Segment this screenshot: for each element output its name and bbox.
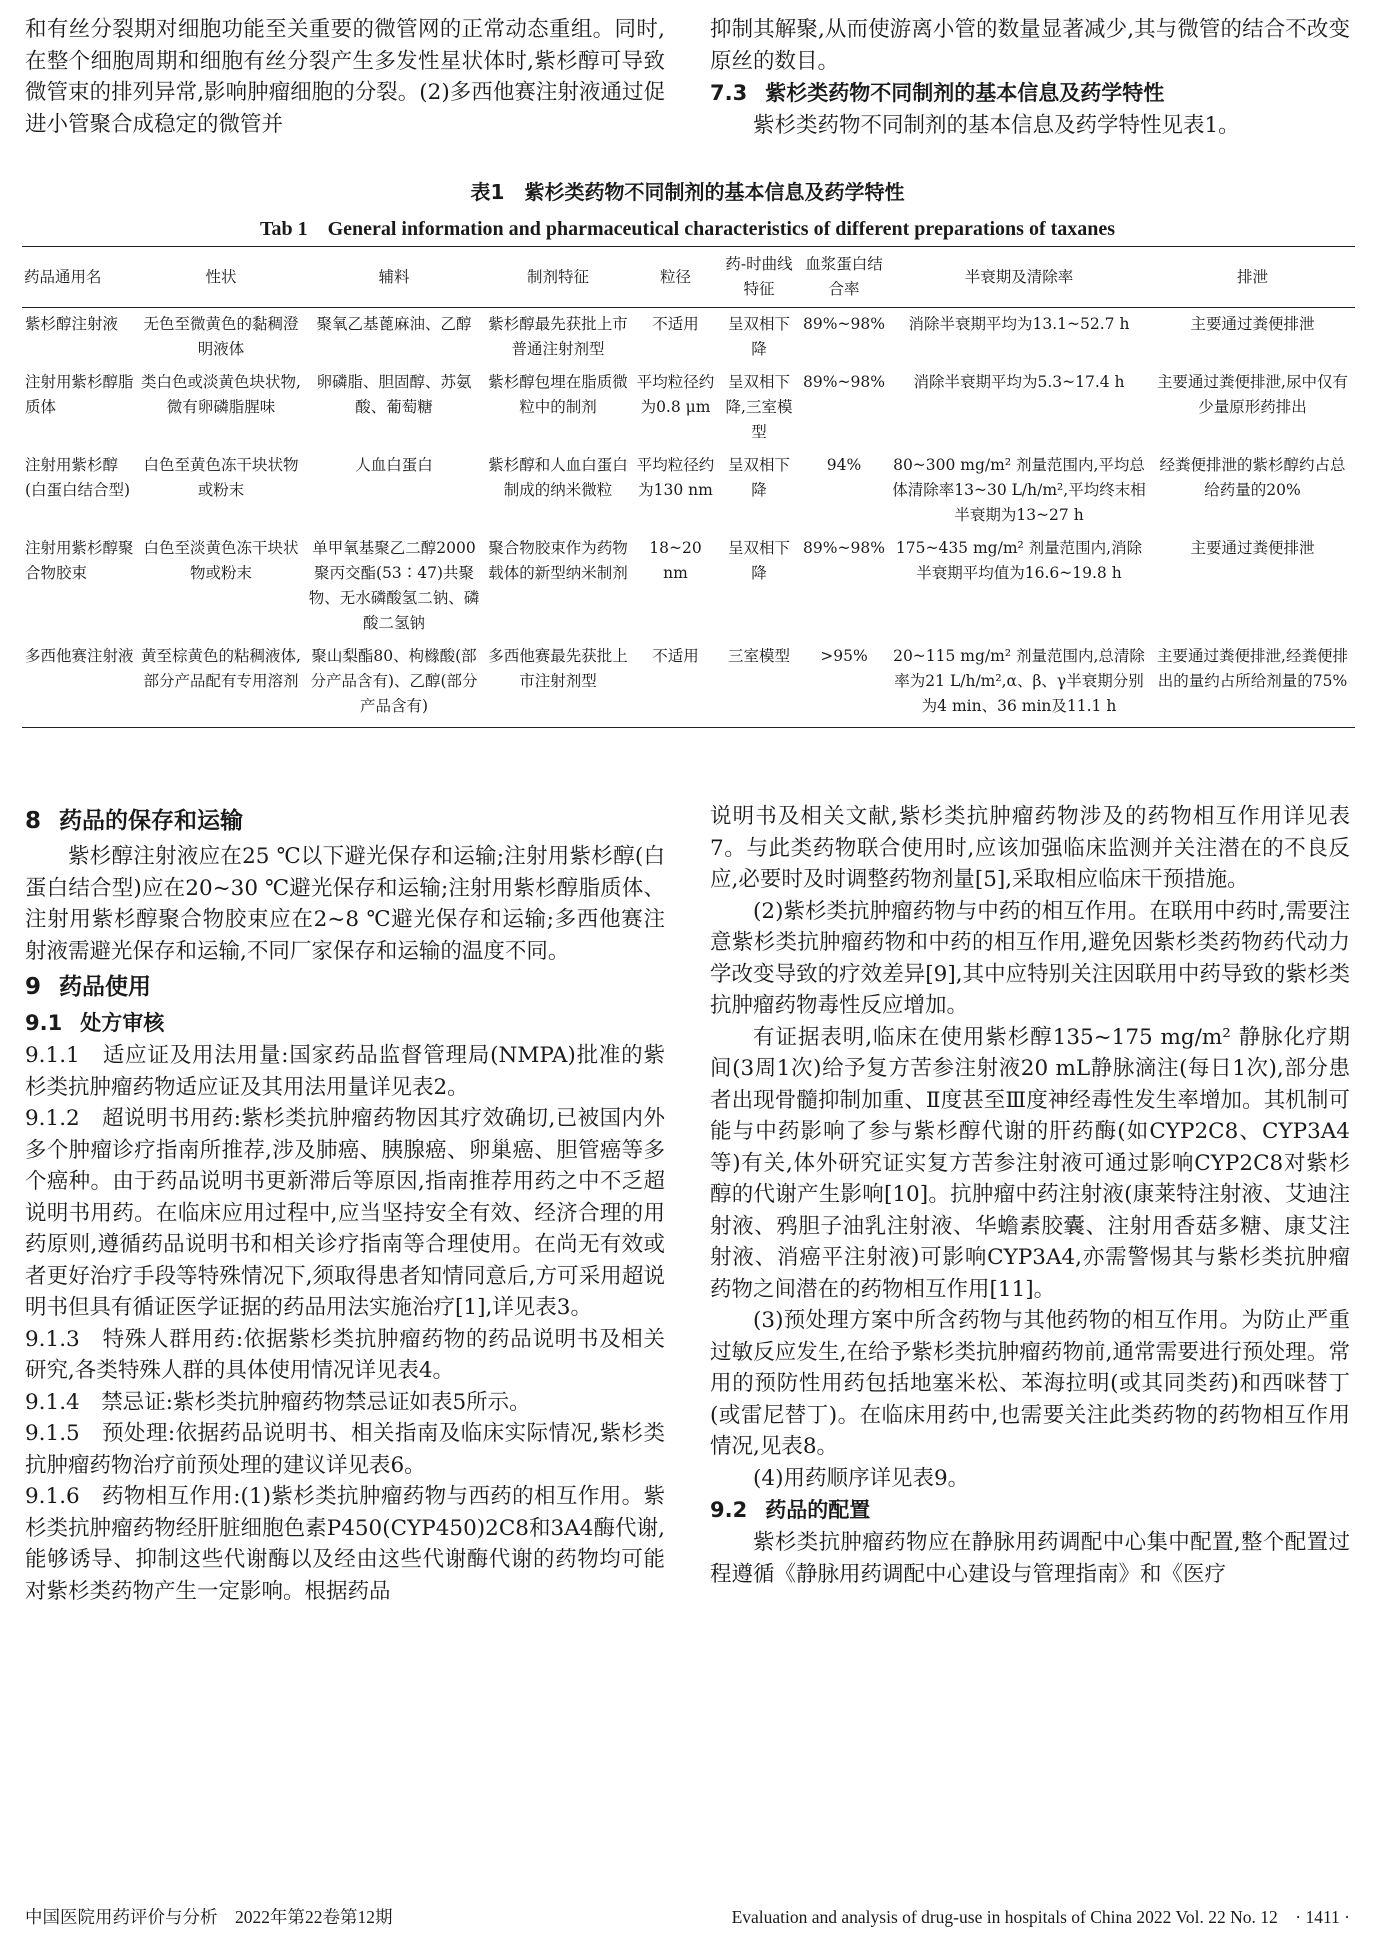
table-cell: 89%~98% [803,373,885,391]
table-cell: 主要通过粪便排泄,经粪便排出的量约占所给剂量的75% [1150,640,1355,728]
body-paragraph: 和有丝分裂期对细胞功能至关重要的微管网的正常动态重组。同时,在整个细胞周期和细胞有丝分裂产生多发性星状体时,紫杉醇可导致微管束的排列异常,影响肿瘤细胞的分裂。(2)多西他赛注射液通过促进小管聚合成稳定的微管并 [25,17,665,137]
column-header: 药品通用名 [22,247,137,308]
table-cell: 94% [826,456,862,474]
body-paragraph: (2)紫杉类抗肿瘤药物与中药的相互作用。在联用中药时,需要注意紫杉类抗肿瘤药物和中药的相互作用,避免因紫杉类药物药代动力学改变导致的疗效差异[9],其中应特别关注因联用中药导致的紫杉类抗肿瘤药物毒性反应增加。 [710,898,1350,1018]
body-paragraph: 抑制其解聚,从而使游离小管的数量显著减少,其与微管的结合不改变原丝的数目。 [710,17,1350,74]
table-cell: 三室模型 [718,640,800,728]
table-cell: 聚山梨酯80、枸橼酸(部分产品含有)、乙醇(部分产品含有) [305,640,483,728]
section-title: 处方审核 [80,1011,165,1035]
body-paragraph: (3)预处理方案中所含药物与其他药物的相互作用。为防止严重过敏反应发生,在给予紫杉类抗肿瘤药物前,通常需要进行预处理。常用的预防性用药包括地塞米松、苯海拉明(或其同类药)和西咪替丁(或雷尼替丁)。在临床用药中,也需要关注此类药物的药物相互作用情况,见表8。 [710,1308,1350,1459]
section-title: 药品使用 [59,974,152,1000]
table-cell: 呈双相下降 [727,539,790,582]
table-cell: 注射用紫杉醇聚合物胶束 [25,539,134,582]
section-heading-9 [25,969,665,1005]
table-cell: 紫杉醇和人血白蛋白制成的纳米微粒 [488,456,628,499]
column-header: 性状 [137,247,305,308]
table-cell: 多西他赛最先获批上市注射剂型 [483,640,633,728]
table-cell: 注射用紫杉醇(白蛋白结合型) [25,456,131,499]
table-cell: 平均粒径约为0.8 μm [636,373,715,416]
table-cell: 呈双相下降,三室模型 [725,373,793,441]
table-cell: 紫杉醇最先获批上市普通注射剂型 [488,315,628,358]
table-caption-cn: 表1 紫杉类药物不同制剂的基本信息及药学特性 [470,180,905,204]
table-row [22,532,1355,640]
body-paragraph: 9.1.5 预处理:依据药品说明书、相关指南及临床实际情况,紫杉类抗肿瘤药物治疗前预处理的建议详见表6。 [25,1421,665,1478]
section-heading-9-1 [25,1007,665,1040]
column-header: 半衰期及清除率 [888,247,1150,308]
section-number: 8 [25,808,42,834]
table-cell: 18~20 nm [649,539,702,582]
table-row [22,308,1355,367]
table-cell: 经粪便排泄的紫杉醇约占总给药量的20% [1159,456,1346,499]
table-cell: 主要通过粪便排泄 [1190,539,1315,557]
table-cell: 89%~98% [803,315,885,333]
column-header: 血浆蛋白结合率 [800,247,888,308]
body-paragraph: 有证据表明,临床在使用紫杉醇135~175 mg/m² 静脉化疗期间(3周1次)给予复方苦参注射液20 mL静脉滴注(每日1次),部分患者出现骨髓抑制加重、Ⅱ度甚至Ⅲ度神经毒性发生率增加。其机制可能与中药影响了参与紫杉醇代谢的肝药酶(如CYP2C8、CYP3A4等)有关,体外研究证实复方苦参注射液可通过影响CYP2C8对紫杉醇的代谢产生影响[10]。抗肿瘤中药注射液(康莱特注射液、艾迪注射液、鸦胆子油乳注射液、华蟾素胶囊、注射用香菇多糖、康艾注射液、消癌平注射液)可影响CYP3A4,亦需警惕其与紫杉类抗肿瘤药物之间潜在的药物相互作用[11]。 [710,1024,1350,1302]
section-heading-7-3 [710,77,1350,110]
table-cell: 紫杉醇包埋在脂质微粒中的制剂 [488,373,628,416]
table-cell: 单甲氧基聚乙二醇2000聚丙交酯(53∶47)共聚物、无水磷酸氢二钠、磷酸二氢钠 [308,539,480,632]
body-paragraph: 9.1.6 药物相互作用:(1)紫杉类抗肿瘤药物与西药的相互作用。紫杉类抗肿瘤药物经肝脏细胞色素P450(CYP450)2C8和3A4酶代谢,能够诱导、抑制这些代谢酶以及经由这些代谢酶代谢的药物均可能对紫杉类药物产生一定影响。根据药品 [25,1484,665,1604]
table-cell: 紫杉醇注射液 [25,315,119,333]
body-paragraph: 紫杉醇注射液应在25 ℃以下避光保存和运输;注射用紫杉醇(白蛋白结合型)应在20~30 ℃避光保存和运输;注射用紫杉醇脂质体、注射用紫杉醇聚合物胶束应在2~8 ℃避光保存和运输;多西他赛注射液需避光保存和运输,不同厂家保存和运输的温度不同。 [25,844,665,964]
table-cell: 多西他赛注射液 [22,640,137,728]
column-header: 粒径 [633,247,718,308]
table-cell: 不适用 [652,315,699,333]
section-title: 药品的配置 [765,1498,871,1522]
table-cell: 不适用 [633,640,718,728]
column-header: 排泄 [1150,247,1355,308]
table-cell: 卵磷脂、胆固醇、苏氨酸、葡萄糖 [316,373,472,416]
section-number: 7.3 [710,81,748,105]
table-cell: 呈双相下降 [727,456,790,499]
table-row [22,449,1355,532]
table-cell: 平均粒径约为130 nm [636,456,715,499]
table-cell: 白色至淡黄色冻干块状物或粉末 [143,539,299,582]
body-paragraph: 9.1.4 禁忌证:紫杉类抗肿瘤药物禁忌证如表5所示。 [25,1389,531,1415]
table-cell: 黄至棕黄色的粘稠液体,部分产品配有专用溶剂 [137,640,305,728]
table-cell: 类白色或淡黄色块状物,微有卵磷脂腥味 [141,373,301,416]
section-heading-9-2 [710,1494,1350,1527]
table-cell: 呈双相下降 [727,315,790,358]
column-header: 药-时曲线特征 [718,247,800,308]
section-number: 9.1 [25,1011,63,1035]
table-cell: 80~300 mg/m² 剂量范围内,平均总体清除率13~30 L/h/m²,平均终末相半衰期为13~27 h [892,456,1146,524]
table-caption-en: Tab 1 General information and pharmaceutical characteristics of different preparations of taxanes [259,218,1116,240]
body-paragraph: 9.1.1 适应证及用法用量:国家药品监督管理局(NMPA)批准的紫杉类抗肿瘤药物适应证及其用法用量详见表2。 [25,1043,665,1100]
table-cell: 无色至微黄色的黏稠澄明液体 [143,315,299,358]
body-paragraph: 紫杉类药物不同制剂的基本信息及药学特性见表1。 [753,113,1240,138]
column-header: 制剂特征 [483,247,633,308]
table-cell: 人血白蛋白 [355,456,433,474]
table-cell: 175~435 mg/m² 剂量范围内,消除半衰期平均值为16.6~19.8 h [895,539,1143,582]
journal-info-en: Evaluation and analysis of drug-use in hospitals of China 2022 Vol. 22 No. 12 · 1411 · [731,1907,1350,1927]
section-number: 9.2 [710,1498,748,1522]
body-paragraph: (4)用药顺序详见表9。 [753,1465,970,1491]
section-title: 药品的保存和运输 [59,808,244,834]
table-cell: 主要通过粪便排泄,尿中仅有少量原形药排出 [1157,373,1348,416]
top-right-column [710,14,1350,142]
body-paragraph: 紫杉类抗肿瘤药物应在静脉用药调配中心集中配置,整个配置过程遵循《静脉用药调配中心建设与管理指南》和《医疗 [710,1530,1350,1587]
bottom-left-column [25,801,665,1607]
table-cell: 聚合物胶束作为药物载体的新型纳米制剂 [488,539,628,582]
body-paragraph: 9.1.2 超说明书用药:紫杉类抗肿瘤药物因其疗效确切,已被国内外多个肿瘤诊疗指南所推荐,涉及肺癌、胰腺癌、卵巢癌、胆管癌等多个癌种。由于药品说明书更新滞后等原因,指南推荐用药之中不乏超说明书用药。在临床应用过程中,应当坚持安全有效、经济合理的用药原则,遵循药品说明书和相关诊疗指南等合理使用。在尚无有效或者更好治疗手段等特殊情况下,须取得患者知情同意后,方可采用超说明书但具有循证医学证据的药品用法实施治疗[1],详见表3。 [25,1106,665,1320]
body-paragraph: 说明书及相关文献,紫杉类抗肿瘤药物涉及的药物相互作用详见表7。与此类药物联合使用时,应该加强临床监测并关注潜在的不良反应,必要时及时调整药物剂量[5],采取相应临床干预措施。 [710,804,1350,892]
table-cell: 消除半衰期平均为13.1~52.7 h [908,315,1130,333]
table-cell: 注射用紫杉醇脂质体 [25,373,134,416]
table-row [22,640,1355,728]
journal-info-cn: 中国医院用药评价与分析 2022年第22卷第12期 [25,1907,393,1927]
column-header: 辅料 [305,247,483,308]
section-heading-8 [25,803,665,839]
body-paragraph: 9.1.3 特殊人群用药:依据紫杉类抗肿瘤药物的药品说明书及相关研究,各类特殊人群的具体使用情况详见表4。 [25,1326,665,1383]
table-cell: >95% [800,640,888,728]
table-cell: 聚氧乙基蓖麻油、乙醇 [316,315,472,333]
table-cell: 20~115 mg/m² 剂量范围内,总清除率为21 L/h/m²,α、β、γ半衰期分别为4 min、36 min及11.1 h [888,640,1150,728]
data-table [22,246,1355,728]
top-left-column [25,14,665,140]
table-cell: 消除半衰期平均为5.3~17.4 h [913,373,1125,391]
section-number: 9 [25,974,42,1000]
table-cell: 白色至黄色冻干块状物或粉末 [143,456,299,499]
table-cell: 主要通过粪便排泄 [1190,315,1315,333]
table-row [22,366,1355,449]
section-title: 紫杉类药物不同制剂的基本信息及药学特性 [765,81,1165,105]
table-header-row [22,247,1355,308]
bottom-right-column [710,801,1350,1590]
table-cell: 89%~98% [803,539,885,557]
